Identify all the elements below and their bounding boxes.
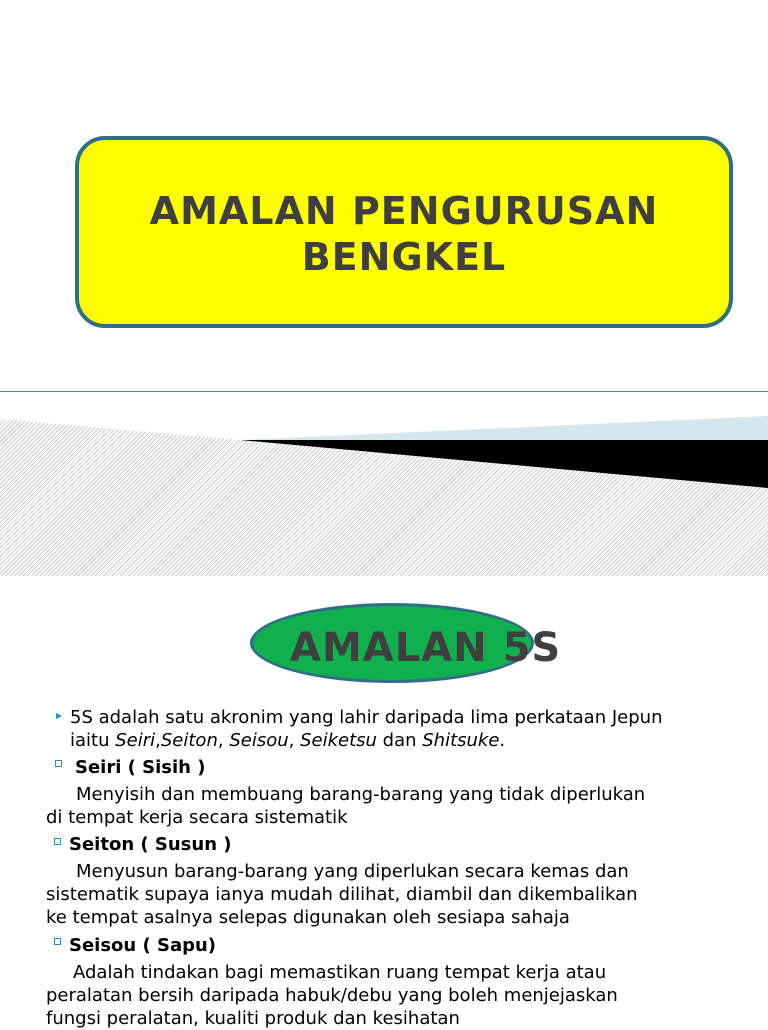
item-desc-line: di tempat kerja secara sistematik bbox=[46, 807, 348, 828]
intro-line-2: iaitu Seiri,Seiton, Seisou, Seiketsu dan Shitsuke. bbox=[70, 730, 506, 751]
slide-title bbox=[104, 188, 704, 280]
intro-line-1: 5S adalah satu akronim yang lahir daripada lima perkataan Jepun bbox=[70, 707, 663, 728]
item-desc-line: peralatan bersih daripada habuk/debu yang boleh menjejaskan bbox=[46, 985, 618, 1006]
item-desc-line: Menyisih dan membuang barang-barang yang tidak diperlukan bbox=[76, 784, 646, 805]
square-bullet-icon bbox=[54, 938, 61, 945]
item-desc-line: sistematik supaya ianya mudah dilihat, diambil dan dikembalikan bbox=[46, 884, 638, 905]
item-heading: Seiri ( Sisih ) bbox=[75, 757, 206, 778]
triangle-bullet-icon bbox=[56, 713, 62, 719]
title-line-1: AMALAN PENGURUSAN bbox=[149, 189, 659, 233]
item-heading: Seiton ( Susun ) bbox=[69, 834, 232, 855]
term-seiton: Seiton bbox=[160, 730, 218, 751]
item-heading: Seisou ( Sapu) bbox=[69, 935, 217, 956]
divider-line bbox=[0, 391, 768, 392]
square-bullet-icon bbox=[55, 760, 62, 767]
term-seisou: Seisou bbox=[229, 730, 289, 751]
item-desc-line: fungsi peralatan, kualiti produk dan kesihatan bbox=[46, 1008, 460, 1029]
term-shitsuke: Shitsuke bbox=[422, 730, 500, 751]
term-seiketsu: Seiketsu bbox=[300, 730, 377, 751]
title-box bbox=[75, 136, 733, 328]
term-seiri: Seiri bbox=[115, 730, 156, 751]
square-bullet-icon bbox=[54, 838, 61, 845]
item-desc-line: ke tempat asalnya selepas digunakan oleh sesiapa sahaja bbox=[46, 907, 570, 928]
content-heading: AMALAN 5S bbox=[290, 625, 562, 671]
title-line-2: BENGKEL bbox=[301, 235, 507, 279]
item-desc-line: Adalah tindakan bagi memastikan ruang tempat kerja atau bbox=[73, 962, 607, 983]
item-desc-line: Menyusun barang-barang yang diperlukan secara kemas dan bbox=[76, 861, 629, 882]
